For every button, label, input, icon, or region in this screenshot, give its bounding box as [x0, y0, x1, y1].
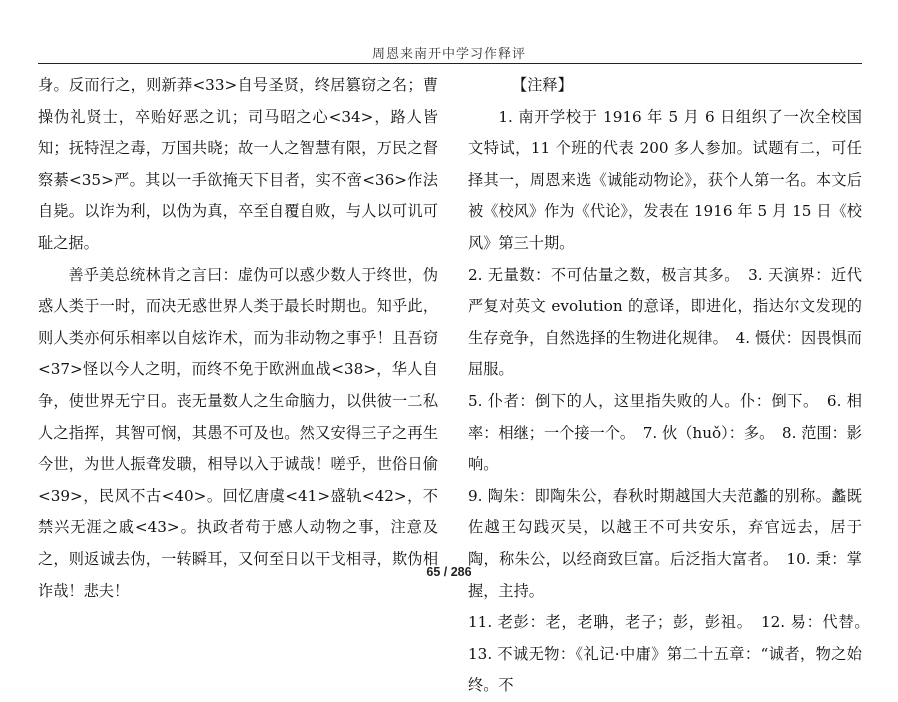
main-text-column [38, 70, 438, 607]
note-paragraph: 5. 仆者：倒下的人，这里指失败的人。仆：倒下。 6. 相率：相继；一个接一个。 7. 伙（huǒ）：多。 8. 范围：影响。 [468, 391, 862, 474]
essay-paragraph: 善乎美总统林肯之言曰：虚伪可以惑少数人于终世，伪惑人类于一时，而决无惑世界人类于最长时期也。知乎此，则人类亦何乐相率以自炫诈术，而为非动物之事乎！且吾窃<37>怪以今人之明，而终不免于欧洲血战<38>，华人自争，使世界无宁日。丧无量数人之生命脑力，以供彼一二私人之指挥，其智可悯，其愚不可及也。然又安得三子之再生今世，为世人振聋发聩，相导以入于诚哉！嗟乎，世俗日偷<39>，民风不古<40>。回忆唐虞<41>盛轨<42>，不禁兴无涯之戚<43>。执政者苟于感人动物之事，注意及之，则返诚去伪，一转瞬耳，又何至日以干戈相寻，欺伪相诈哉！悲夫！ [38, 265, 438, 600]
notes-heading: 【注释】 [512, 76, 573, 94]
note-paragraph: 1. 南开学校于 1916 年 5 月 6 日组织了一次全校国文特试，11 个班的代表 200 多人参加。试题有二，可任择其一，周恩来选《诚能动物论》，获个人第一名。本文后被《校风》作为《代论》，发表在 1916 年 5 月 15 日《校风》第三十期。 [468, 107, 862, 252]
note-paragraph: 9. 陶朱：即陶朱公，春秋时期越国大夫范蠡的别称。蠡既佐越王勾践灭吴，以越王不可共安乐，弃官远去，居于陶，称朱公，以经商致巨富。后泛指大富者。 10. 秉：掌握，主持。 [468, 486, 862, 600]
header-divider [38, 63, 862, 64]
note-paragraph: 11. 老彭：老，老聃，老子；彭，彭祖。 12. 易：代替。 13. 不诚无物：《礼记·中庸》第二十五章：“诚者，物之始终。不 [468, 613, 878, 695]
page-number: 65 / 286 [426, 565, 472, 579]
note-paragraph: 2. 无量数：不可估量之数，极言其多。 3. 天演界：近代严复对英文 evolution 的意译，即进化，指达尔文发现的生存竞争，自然选择的生物进化规律。 4. 慑伏：因畏惧而屈服。 [468, 265, 862, 379]
notes-column [468, 70, 878, 702]
running-header: 周恩来南开中学习作释评 [371, 47, 526, 62]
essay-paragraph: 身。反而行之，则新莽<33>自号圣贤，终居篡窃之名；曹操伪礼贤士，卒贻好恶之讥；司马昭之心<34>，路人皆知；抚特涅之毒，万国共晓；故一人之智慧有限，万民之督察綦<35>严。其以一手欲掩天下目者，实不啻<36>作法自毙。以诈为利，以伪为真，卒至自覆自败，与人以可讥可耻之据。 [38, 76, 438, 252]
